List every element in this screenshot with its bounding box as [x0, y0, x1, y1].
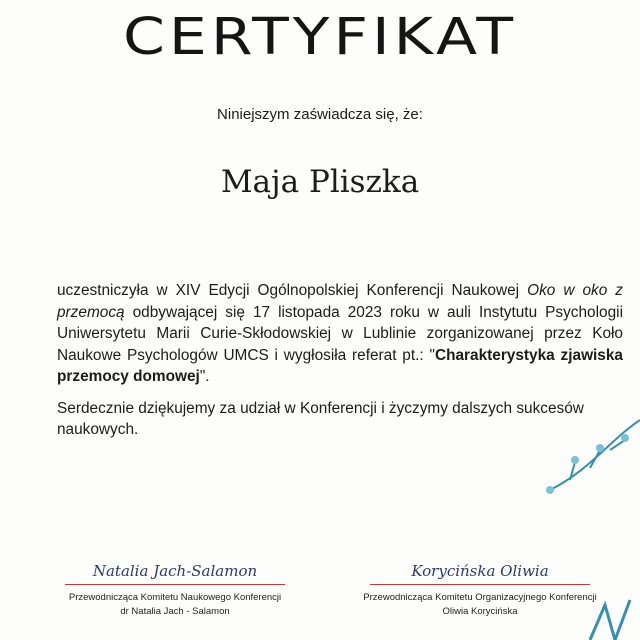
signatory-role: Przewodnicząca Komitetu Organizacyjnego Konferencji: [363, 592, 597, 603]
body-text: uczestniczyła w XIV Edycji Ogólnopolskiej Konferencji Naukowej: [57, 282, 528, 299]
handwritten-signature: Natalia Jach-Salamon: [92, 562, 258, 580]
handwritten-signature: Korycińska Oliwia: [411, 562, 549, 580]
recipient-name: Maja Pliszka: [220, 164, 420, 200]
signature-line: [65, 584, 285, 585]
body-text: odbywającej się 17 listopada 2023 roku w auli Instytutu Psychologii Uniwersytetu Marii Curie-Skłodowskiej w Lublinie zorganizowanej przez Koło Naukowe Psychologów UMCS i wygłosiła referat pt.: ": [57, 303, 623, 364]
signature-block-organizing: [330, 562, 630, 619]
participation-paragraph: [57, 280, 623, 388]
thanks-paragraph: Serdecznie dziękujemy za udział w Konferencji i życzymy dalszych sukcesów naukowych.: [57, 399, 584, 438]
intro-text: Niniejszym zaświadcza się, że:: [217, 106, 423, 123]
certificate-title: CERTYFIKAT: [123, 7, 517, 67]
signature-line: [370, 584, 590, 585]
talk-title: Charakterystyka zjawiska przemocy domowej: [57, 346, 623, 385]
signature-block-scientific: [25, 562, 325, 619]
signatory-role: Przewodnicząca Komitetu Naukowego Konferencji: [68, 592, 282, 603]
body-text: ".: [199, 368, 210, 385]
signatory-name: Oliwia Korycińska: [442, 606, 518, 617]
signatory-name: dr Natalia Jach - Salamon: [120, 606, 230, 617]
conference-name: Oko w oko z przemocą: [57, 282, 623, 321]
